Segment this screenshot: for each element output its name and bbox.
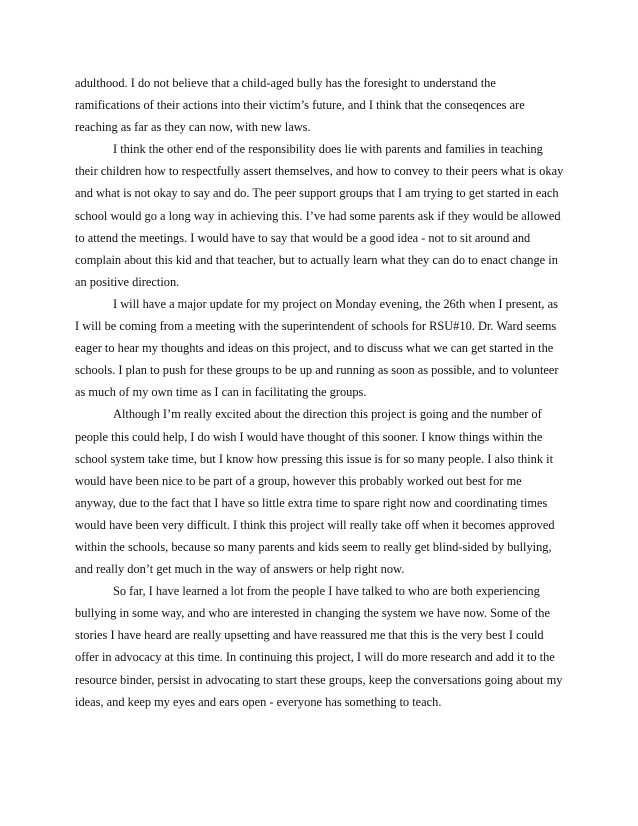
document-body: [75, 72, 564, 713]
paragraph-conclusion: So far, I have learned a lot from the people I have talked to who are both experiencing bullying in some way, and who are interested in changing the system we have now. Some of the stories I have heard are really upsetting and have reassured me that this is the very best I could offer in advocacy at this time. In continuing this project, I will do more research and add it to the resource binder, persist in advocating to start these groups, keep the conversations going about my ideas, and keep my eyes and ears open - everyone has something to teach.: [75, 584, 563, 709]
paragraph-responsibility: I think the other end of the responsibility does lie with parents and families in teaching their children how to respectfully assert themselves, and how to convey to their peers what is okay and what is not okay to say and do. The peer support groups that I am trying to get started in each school would go a long way in achieving this. I’ve had some parents ask if they would be allowed to attend the meetings. I would have to say that would be a good idea - not to sit around and complain about this kid and that teacher, but to actually learn what they can do to enact change in an positive direction.: [75, 142, 564, 289]
paragraph-project-update: I will have a major update for my project on Monday evening, the 26th when I present, as I will be coming from a meeting with the superintendent of schools for RSU#10. Dr. Ward seems eager to hear my thoughts and ideas on this project, and to discuss what we can get started in the schools. I plan to push for these groups to be up and running as soon as possible, and to volunteer as much of my own time as I can in facilitating the groups.: [75, 296, 559, 400]
paragraph-continuation: adulthood. I do not believe that a child-aged bully has the foresight to understand the ramifications of their actions into their victim’s future, and I think that the conseqences are reaching as far as they can now, with new laws.: [75, 76, 525, 135]
paragraph-reflection: Although I’m really excited about the direction this project is going and the number of people this could help, I do wish I would have thought of this sooner. I know things within the school system take time, but I know how pressing this issue is for so many people. I also think it would have been nice to be part of a group, however this probably worked out best for me anyway, due to the fact that I have so little extra time to spare right now and coordinating times would have been very difficult. I think this project will really take off when it becomes approved within the schools, because so many parents and kids seem to really get blind-sided by bullying, and really don’t get much in the way of answers or help right now.: [75, 407, 555, 577]
